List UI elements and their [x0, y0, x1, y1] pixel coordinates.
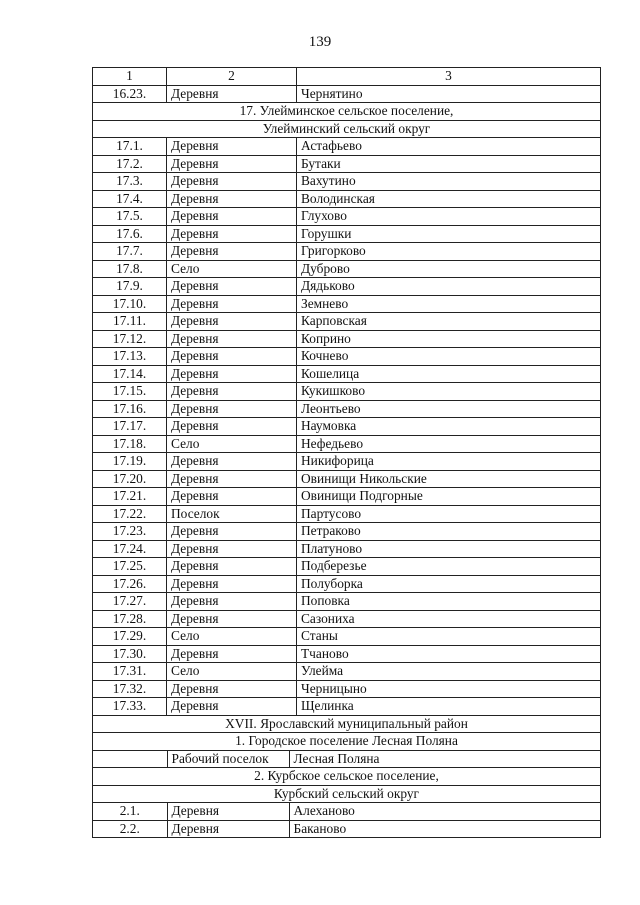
- table-row: [93, 698, 601, 716]
- row-number: 17.33.: [93, 698, 167, 716]
- row-name: Нефедьево: [297, 435, 601, 453]
- page-number: 139: [308, 34, 332, 50]
- row-type: Деревня: [167, 645, 297, 663]
- row-type: Деревня: [167, 453, 297, 471]
- row-number: 2.2.: [119, 820, 140, 836]
- row-number: 17.12.: [93, 330, 167, 348]
- row-type: Деревня: [167, 278, 297, 296]
- row-type: Деревня: [167, 208, 297, 226]
- row-name: Партусово: [297, 505, 601, 523]
- header-row: [93, 68, 601, 86]
- settlement-2-title-line-1-row: [93, 768, 601, 786]
- row-name: Овинищи Подгорные: [297, 488, 601, 506]
- row-name: Дуброво: [297, 260, 601, 278]
- row-type: Деревня: [167, 330, 297, 348]
- row-type: Село: [167, 435, 297, 453]
- row-number: 17.5.: [93, 208, 167, 226]
- table-row: [93, 645, 601, 663]
- header-col-3: 3: [297, 68, 601, 86]
- row-type: Село: [167, 663, 297, 681]
- row-name: Улейма: [297, 663, 601, 681]
- row-type: Деревня: [167, 348, 297, 366]
- section-17-title-line-2: Улейминский сельский округ: [93, 120, 601, 138]
- row-number: 17.2.: [93, 155, 167, 173]
- table-row: [93, 365, 601, 383]
- row-number: 17.27.: [93, 593, 167, 611]
- row-type: Деревня: [167, 488, 297, 506]
- header-col-1: 1: [93, 68, 167, 86]
- table-row: [93, 348, 601, 366]
- row-type: Деревня: [167, 243, 297, 261]
- row-name: Кукишково: [297, 383, 601, 401]
- table-row: [93, 225, 601, 243]
- row-type: Деревня: [167, 173, 297, 191]
- header-col-2: 2: [167, 68, 297, 86]
- row-number: 17.15.: [93, 383, 167, 401]
- row-number: 17.17.: [93, 418, 167, 436]
- row-name: Щелинка: [297, 698, 601, 716]
- row-name: Астафьево: [297, 138, 601, 156]
- row-number: 17.4.: [93, 190, 167, 208]
- row-number: 17.29.: [93, 628, 167, 646]
- table-row: [93, 610, 601, 628]
- row-number: 17.3.: [93, 173, 167, 191]
- row-name: Кошелица: [297, 365, 601, 383]
- row-name: Григорково: [297, 243, 601, 261]
- row-name: Горушки: [297, 225, 601, 243]
- row-number: 17.30.: [93, 645, 167, 663]
- table-row: [93, 173, 601, 191]
- row-type: Деревня: [167, 85, 297, 103]
- table-row-cells: [93, 820, 601, 838]
- district-xvii-title: XVII. Ярославский муниципальный район: [93, 715, 601, 733]
- row-number: 17.14.: [93, 365, 167, 383]
- row-type: Село: [167, 628, 297, 646]
- row-type: Деревня: [167, 190, 297, 208]
- row-type: Деревня: [167, 593, 297, 611]
- row-number: 17.26.: [93, 575, 167, 593]
- row-name: Черницыно: [297, 680, 601, 698]
- table-row: [93, 190, 601, 208]
- section-17-title-line-1-row: [93, 103, 601, 121]
- table-row: [93, 260, 601, 278]
- row-number: 17.18.: [93, 435, 167, 453]
- row-number: 17.11.: [93, 313, 167, 331]
- row-name: Дядьково: [297, 278, 601, 296]
- row-number: 17.19.: [93, 453, 167, 471]
- row-type: Деревня: [167, 575, 297, 593]
- table-row: [93, 540, 601, 558]
- row-number: 17.32.: [93, 680, 167, 698]
- row-number: 17.22.: [93, 505, 167, 523]
- row-name: Кочнево: [297, 348, 601, 366]
- table-row: [93, 208, 601, 226]
- row-name: Никифорица: [297, 453, 601, 471]
- row-type: Рабочий поселок: [167, 751, 289, 768]
- table-row: [93, 558, 601, 576]
- row-type: Деревня: [167, 418, 297, 436]
- table-row: [93, 820, 601, 838]
- settlement-2-title-line-1: 2. Курбское сельское поселение,: [93, 768, 601, 786]
- row-number: [93, 751, 167, 768]
- table-row: [93, 505, 601, 523]
- row-type: Деревня: [167, 610, 297, 628]
- table-row: [93, 488, 601, 506]
- row-name: Земнево: [297, 295, 601, 313]
- row-type: Деревня: [167, 383, 297, 401]
- table-row: [93, 470, 601, 488]
- table-row: [93, 383, 601, 401]
- table-row: [93, 155, 601, 173]
- row-name: Леонтьево: [297, 400, 601, 418]
- row-name: Станы: [297, 628, 601, 646]
- row-name: Володинская: [297, 190, 601, 208]
- row-type: Деревня: [167, 821, 289, 838]
- row-number: 17.20.: [93, 470, 167, 488]
- row-type: Поселок: [167, 505, 297, 523]
- table-row: [93, 295, 601, 313]
- row-type: Деревня: [167, 470, 297, 488]
- table-row: [93, 435, 601, 453]
- row-number: 17.25.: [93, 558, 167, 576]
- settlement-1-title-row: [93, 733, 601, 751]
- row-name: Сазониха: [297, 610, 601, 628]
- row-name: Наумовка: [297, 418, 601, 436]
- row-type: Деревня: [167, 540, 297, 558]
- row-name: Овинищи Никольские: [297, 470, 601, 488]
- section-17-title-line-2-row: [93, 120, 601, 138]
- row-number: 17.31.: [93, 663, 167, 681]
- table-row: [93, 575, 601, 593]
- section-17-title-line-1: 17. Улейминское сельское поселение,: [93, 103, 601, 121]
- table-row: [93, 278, 601, 296]
- table-row: [93, 243, 601, 261]
- row-name: Коприно: [297, 330, 601, 348]
- table-row: [93, 680, 601, 698]
- row-type: Деревня: [167, 295, 297, 313]
- row-name: Полуборка: [297, 575, 601, 593]
- table-row: [93, 593, 601, 611]
- settlement-1-row: [93, 750, 601, 768]
- row-type: Деревня: [167, 698, 297, 716]
- row-type: Деревня: [167, 225, 297, 243]
- row-type: Деревня: [167, 558, 297, 576]
- row-type: Деревня: [167, 680, 297, 698]
- table-row: [93, 418, 601, 436]
- row-name: Чернятино: [297, 85, 601, 103]
- row-name: Лесная Поляна: [289, 751, 601, 768]
- row-name: Платуново: [297, 540, 601, 558]
- settlement-1-title: 1. Городское поселение Лесная Поляна: [93, 733, 601, 751]
- row-number: 17.23.: [93, 523, 167, 541]
- row-number: 2.1.: [119, 803, 140, 819]
- row-number: 17.8.: [93, 260, 167, 278]
- table-row: [93, 138, 601, 156]
- row-type: Село: [167, 260, 297, 278]
- row-number: 17.6.: [93, 225, 167, 243]
- row-number: 17.9.: [93, 278, 167, 296]
- row-type: Деревня: [167, 365, 297, 383]
- settlement-1-row-cells: [93, 750, 601, 768]
- table-row: [93, 523, 601, 541]
- row-number: 17.28.: [93, 610, 167, 628]
- row-number: 17.7.: [93, 243, 167, 261]
- row-number: 17.16.: [93, 400, 167, 418]
- row-number: 16.23.: [93, 85, 167, 103]
- table-row-cells: [93, 803, 601, 821]
- row-name: Баканово: [289, 821, 601, 838]
- row-number: 17.21.: [93, 488, 167, 506]
- row-name: Подберезье: [297, 558, 601, 576]
- row-type: Деревня: [167, 155, 297, 173]
- table-row: [93, 663, 601, 681]
- row-name: Бутаки: [297, 155, 601, 173]
- row-name: Тчаново: [297, 645, 601, 663]
- row-type: Деревня: [167, 313, 297, 331]
- settlements-table: [92, 67, 601, 838]
- table-row: [93, 330, 601, 348]
- table-row: [93, 85, 601, 103]
- table-row: [93, 313, 601, 331]
- settlement-2-title-line-2-row: [93, 785, 601, 803]
- table-row: [93, 453, 601, 471]
- row-name: Алеханово: [289, 803, 601, 820]
- table-row: [93, 628, 601, 646]
- settlement-2-title-line-2: Курбский сельский округ: [93, 785, 601, 803]
- row-name: Петраково: [297, 523, 601, 541]
- district-xvii-title-row: [93, 715, 601, 733]
- row-number: 17.13.: [93, 348, 167, 366]
- row-name: Поповка: [297, 593, 601, 611]
- row-type: Деревня: [167, 803, 289, 820]
- row-number: 17.24.: [93, 540, 167, 558]
- table-row: [93, 803, 601, 821]
- row-name: Карповская: [297, 313, 601, 331]
- row-name: Вахутино: [297, 173, 601, 191]
- row-type: Деревня: [167, 138, 297, 156]
- row-type: Деревня: [167, 523, 297, 541]
- row-type: Деревня: [167, 400, 297, 418]
- table-row: [93, 400, 601, 418]
- row-number: 17.1.: [93, 138, 167, 156]
- row-name: Глухово: [297, 208, 601, 226]
- row-number: 17.10.: [93, 295, 167, 313]
